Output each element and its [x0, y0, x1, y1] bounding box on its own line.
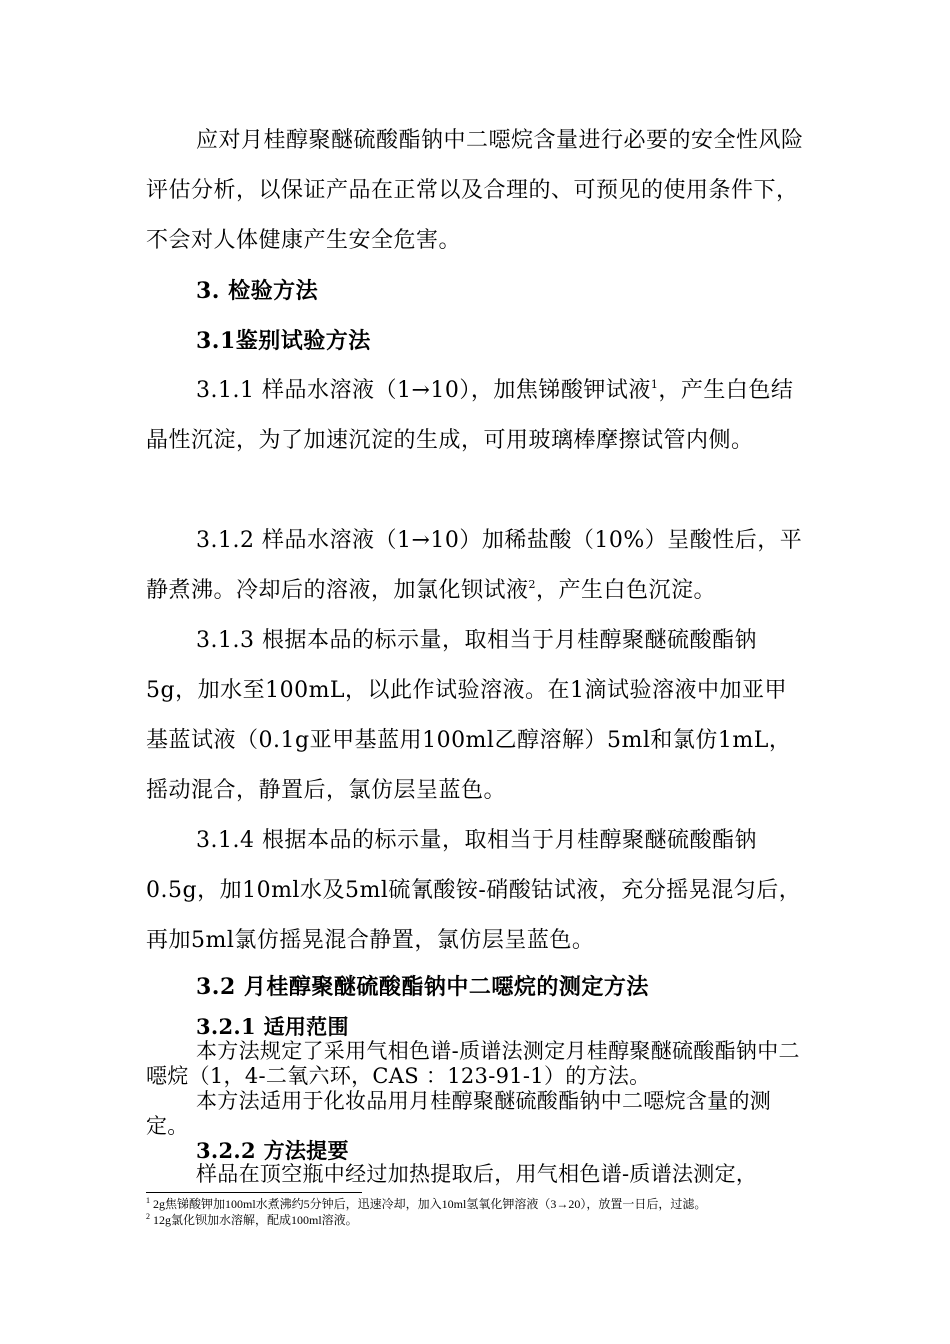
paragraph-3-1-3: 3.1.3 根据本品的标示量，取相当于月桂醇聚醚硫酸酯钠5g，加水至100mL，以此作试验溶液。在1滴试验溶液中加亚甲基蓝试液（0.1g亚甲基蓝用100ml乙醇溶解）5ml和氯仿1mL，摇动混合，静置后，氯仿层呈蓝色。 — [146, 628, 792, 803]
paragraph-3-2-1-b: 本方法适用于化妆品用月桂醇聚醚硫酸酯钠中二噁烷含量的测定。 — [146, 1089, 772, 1138]
paragraph-3-1-1 — [146, 366, 806, 466]
footnote-2-text: 12g氯化钡加水溶解，配成100ml溶液。 — [153, 1213, 358, 1227]
paragraph-3-2-1-a: 本方法规定了采用气相色谱-质谱法测定月桂醇聚醚硫酸酯钠中二噁烷（1，4-二氧六环，CAS ：123-91-1）的方法。 — [146, 1039, 800, 1088]
heading-identification-methods: 3.1鉴别试验方法 — [196, 328, 371, 354]
paragraph-3-1-2-part-b: ，产生白色沉淀。 — [536, 578, 717, 603]
footnote-1-text: 2g焦锑酸钾加100ml水煮沸约5分钟后，迅速冷却，加入10ml氢氧化钾溶液（3→20），放置一日后，过滤。 — [153, 1197, 707, 1211]
paragraph-3-1-2 — [146, 516, 806, 616]
heading-3-2-1-scope: 3.2.1 适用范围 — [196, 1014, 349, 1039]
paragraph-3-1-1-part-a: 3.1.1 样品水溶液（1→10），加焦锑酸钾试液 — [196, 378, 651, 403]
footnote-1 — [146, 1196, 826, 1212]
footnote-1-mark: 1 — [146, 1196, 150, 1205]
footnote-2 — [146, 1212, 826, 1228]
paragraph-3-1-4: 3.1.4 根据本品的标示量，取相当于月桂醇聚醚硫酸酯钠0.5g，加10ml水及5ml硫氰酸铵-硝酸钴试液，充分摇晃混匀后，再加5ml氯仿摇晃混合静置，氯仿层呈蓝色。 — [146, 828, 802, 953]
footnote-separator — [146, 1192, 362, 1193]
footnote-2-mark: 2 — [146, 1212, 150, 1221]
paragraph-safety-assessment: 应对月桂醇聚醚硫酸酯钠中二噁烷含量进行必要的安全性风险评估分析，以保证产品在正常以及合理的、可预见的使用条件下，不会对人体健康产生安全危害。 — [146, 128, 804, 253]
paragraph-3-1-2-part-a: 3.1.2 样品水溶液（1→10）加稀盐酸（10%）呈酸性后，平静煮沸。冷却后的溶液，加氯化钡试液 — [146, 528, 803, 603]
paragraph-3-1-1-part-b: ，产生白色结晶性沉淀，为了加速沉淀的生成，可用玻璃棒摩擦试管内侧。 — [146, 378, 794, 453]
footnote-ref-1[interactable]: 1 — [650, 378, 659, 391]
heading-test-methods: 3. 检验方法 — [196, 278, 319, 304]
paragraph-3-2-2: 样品在顶空瓶中经过加热提取后，用气相色谱-质谱法测定， — [196, 1162, 758, 1186]
footnote-ref-2[interactable]: 2 — [528, 578, 537, 591]
heading-3-2-2-principle: 3.2.2 方法提要 — [196, 1138, 349, 1163]
heading-3-2-dioxane-method: 3.2 月桂醇聚醚硫酸酯钠中二噁烷的测定方法 — [196, 974, 649, 1000]
